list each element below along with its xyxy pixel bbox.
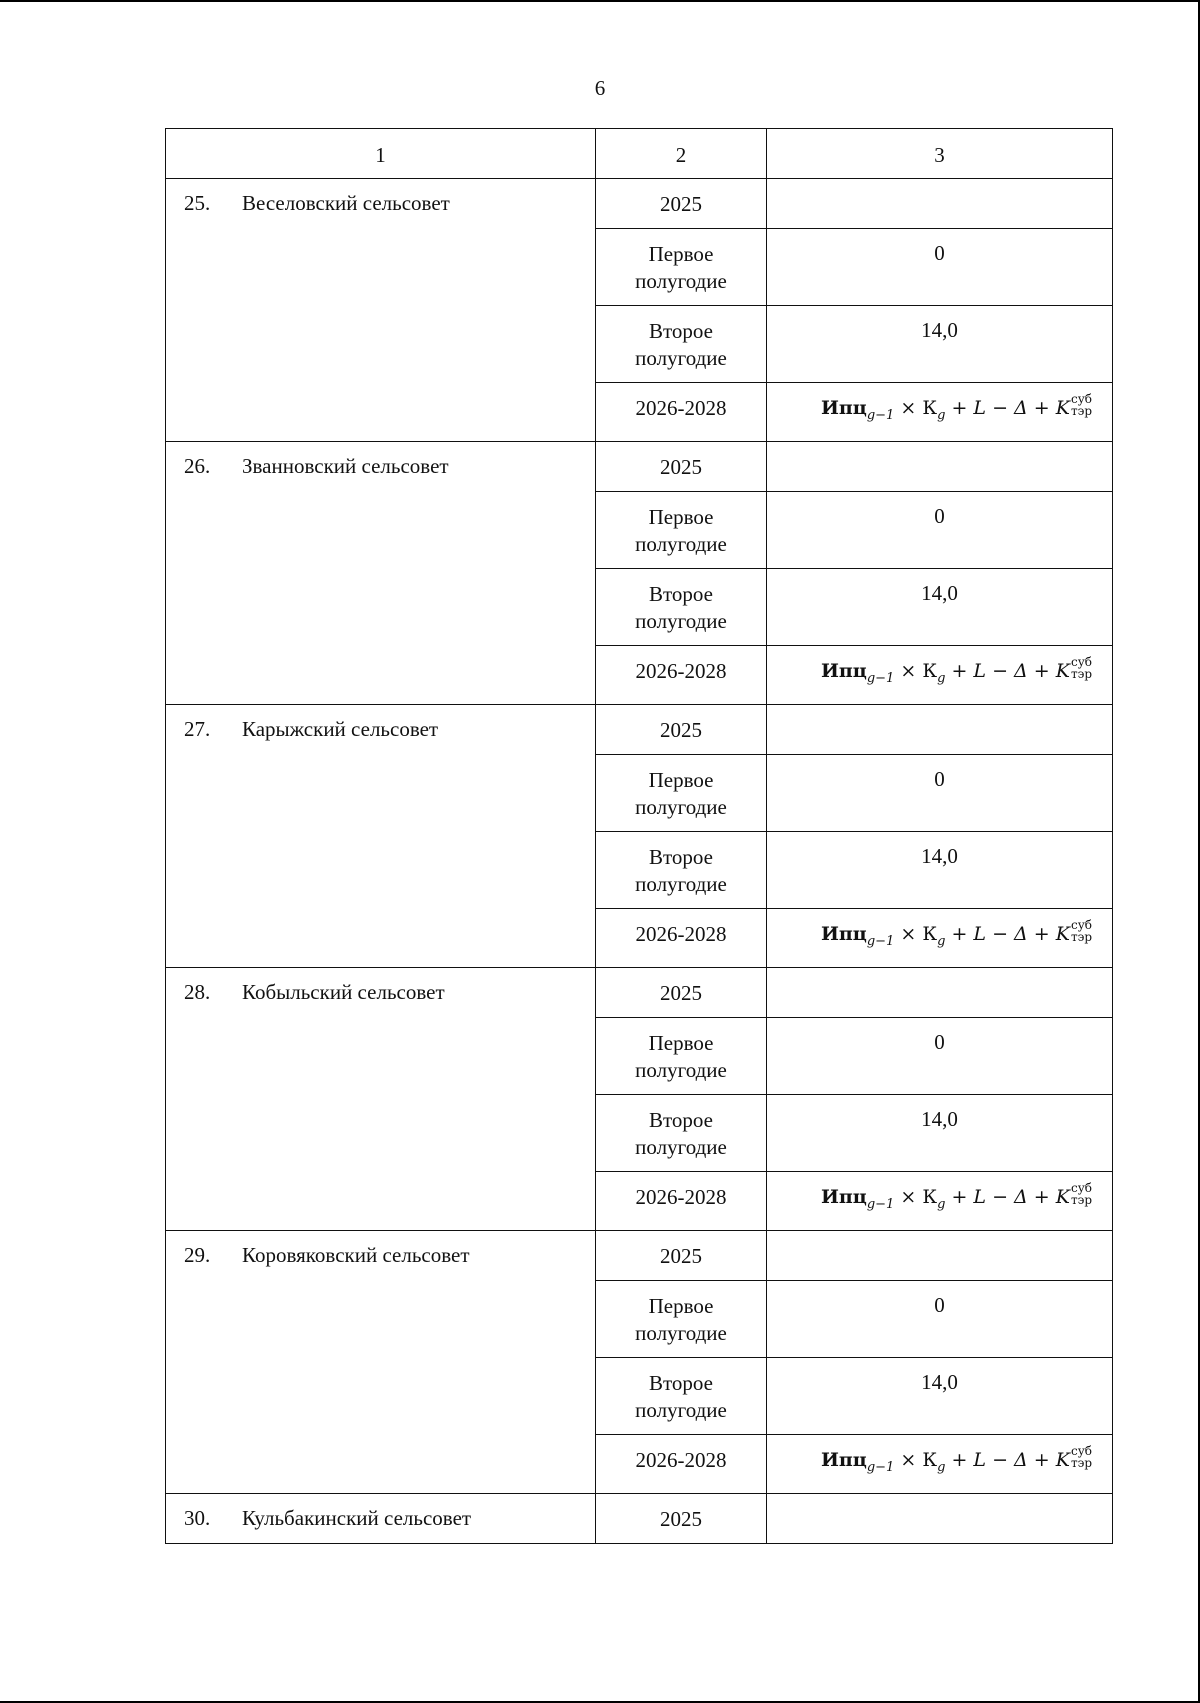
settlements-table [165,128,1113,1544]
formula-base-sub: g−1 [866,933,895,949]
formula-times: × [900,397,917,419]
second-half-value: 14,0 [767,1358,1113,1435]
formula-cell [767,1435,1113,1494]
formula-k: К [922,660,938,682]
second-half-label-line-2: полугодие [635,1135,727,1159]
formula-base: Ипц [820,660,867,682]
index-formula [820,655,1092,686]
year-cell: 2025 [596,1494,767,1544]
table-row [166,968,1113,1018]
second-half-label-line-2: полугодие [635,346,727,370]
second-half-value: 14,0 [767,569,1113,646]
year-value-cell [767,705,1113,755]
year-value-cell [767,1494,1113,1544]
formula-rest: + L − Δ + K [951,660,1070,682]
formula-k2-sub: тэр [1070,404,1092,418]
formula-base-sub: g−1 [866,407,895,423]
second-half-label [596,832,767,909]
year-value-cell [767,1231,1113,1281]
first-half-label-line-2: полугодие [635,269,727,293]
second-half-label-line-1: Второе [649,1108,713,1132]
year-cell: 2025 [596,705,767,755]
index-formula [820,392,1092,423]
second-half-label-line-1: Второе [649,319,713,343]
first-half-value: 0 [767,1281,1113,1358]
formula-k2-indices [1071,1182,1092,1206]
formula-rest: + L − Δ + K [951,397,1070,419]
first-half-label-line-1: Первое [648,242,714,266]
header-col-2: 2 [596,129,767,179]
period-range-cell: 2026-2028 [596,1435,767,1494]
formula-rest: + L − Δ + K [951,1449,1070,1471]
second-half-label-line-2: полугодие [635,872,727,896]
table-row [166,442,1113,492]
formula-k2-indices [1071,919,1092,943]
settlement-name-cell [166,1494,596,1544]
settlement-name-cell [166,442,596,705]
formula-k2-sup: суб [1070,1444,1092,1458]
formula-k: К [922,1449,938,1471]
formula-k2-indices [1071,1445,1092,1469]
settlement-name: Званновский сельсовет [242,454,449,478]
formula-base-sub: g−1 [866,670,895,686]
formula-cell [767,383,1113,442]
formula-k-sub: g [937,1459,946,1475]
second-half-label [596,1358,767,1435]
settlement-name-cell [166,1231,596,1494]
settlement-name: Кобыльский сельсовет [242,980,445,1004]
settlement-name: Карыжский сельсовет [242,717,439,741]
first-half-label-line-1: Первое [648,1294,714,1318]
settlement-name-cell [166,968,596,1231]
settlement-name-cell [166,705,596,968]
formula-cell [767,1172,1113,1231]
first-half-label [596,1281,767,1358]
formula-k2-sub: тэр [1070,1456,1092,1470]
year-cell: 2025 [596,442,767,492]
first-half-value: 0 [767,755,1113,832]
formula-k2-sup: суб [1070,918,1092,932]
header-col-3: 3 [767,129,1113,179]
first-half-value: 0 [767,229,1113,306]
year-cell: 2025 [596,968,767,1018]
formula-times: × [900,923,917,945]
period-range-cell: 2026-2028 [596,909,767,968]
formula-k-sub: g [937,933,946,949]
first-half-label-line-1: Первое [648,1031,714,1055]
first-half-label-line-2: полугодие [635,795,727,819]
row-number: 30. [184,1506,211,1530]
formula-rest: + L − Δ + K [951,1186,1070,1208]
row-number: 28. [184,980,211,1004]
table-header-row [166,129,1113,179]
period-range-cell: 2026-2028 [596,1172,767,1231]
formula-times: × [900,1186,917,1208]
header-col-1: 1 [166,129,596,179]
table-row [166,1494,1113,1544]
settlement-name: Веселовский сельсовет [242,191,450,215]
first-half-value: 0 [767,1018,1113,1095]
second-half-value: 14,0 [767,1095,1113,1172]
formula-rest: + L − Δ + K [951,923,1070,945]
formula-cell [767,646,1113,705]
formula-k2-sub: тэр [1070,667,1092,681]
year-value-cell [767,442,1113,492]
formula-k2-sub: тэр [1070,1193,1092,1207]
second-half-label [596,306,767,383]
first-half-label-line-1: Первое [648,768,714,792]
second-half-label-line-1: Второе [649,845,713,869]
year-cell: 2025 [596,1231,767,1281]
year-cell: 2025 [596,179,767,229]
second-half-label [596,569,767,646]
second-half-label-line-1: Второе [649,582,713,606]
table-row [166,705,1113,755]
formula-base: Ипц [820,1186,867,1208]
first-half-value: 0 [767,492,1113,569]
first-half-label-line-2: полугодие [635,532,727,556]
first-half-label-line-2: полугодие [635,1321,727,1345]
page-number: 6 [594,76,606,100]
settlement-name: Коровяковский сельсовет [242,1243,470,1267]
formula-times: × [900,660,917,682]
second-half-label-line-2: полугодие [635,1398,727,1422]
formula-base: Ипц [820,1449,867,1471]
year-value-cell [767,179,1113,229]
table-row [166,1231,1113,1281]
second-half-value: 14,0 [767,306,1113,383]
index-formula [820,1181,1092,1212]
formula-k: К [922,397,938,419]
year-value-cell [767,968,1113,1018]
row-number: 29. [184,1243,211,1267]
row-number: 26. [184,454,211,478]
first-half-label [596,755,767,832]
formula-k2-indices [1071,656,1092,680]
second-half-label-line-1: Второе [649,1371,713,1395]
formula-k: К [922,1186,938,1208]
period-range-cell: 2026-2028 [596,383,767,442]
formula-base-sub: g−1 [866,1459,895,1475]
first-half-label-line-2: полугодие [635,1058,727,1082]
row-number: 27. [184,717,211,741]
first-half-label [596,229,767,306]
formula-base: Ипц [820,397,867,419]
settlement-name-cell [166,179,596,442]
first-half-label [596,492,767,569]
second-half-value: 14,0 [767,832,1113,909]
formula-k2-sup: суб [1070,1181,1092,1195]
formula-k-sub: g [937,407,946,423]
formula-k2-sup: суб [1070,392,1092,406]
period-range-cell: 2026-2028 [596,646,767,705]
first-half-label [596,1018,767,1095]
settlement-name: Кульбакинский сельсовет [242,1506,472,1530]
second-half-label-line-2: полугодие [635,609,727,633]
page-border-top [0,0,1200,2]
formula-base: Ипц [820,923,867,945]
index-formula [820,1444,1092,1475]
formula-base-sub: g−1 [866,1196,895,1212]
index-formula [820,918,1092,949]
formula-cell [767,909,1113,968]
formula-k-sub: g [937,670,946,686]
formula-k2-sub: тэр [1070,930,1092,944]
table-row [166,179,1113,229]
first-half-label-line-1: Первое [648,505,714,529]
formula-k: К [922,923,938,945]
formula-k-sub: g [937,1196,946,1212]
formula-times: × [900,1449,917,1471]
formula-k2-sup: суб [1070,655,1092,669]
row-number: 25. [184,191,211,215]
second-half-label [596,1095,767,1172]
formula-k2-indices [1071,393,1092,417]
